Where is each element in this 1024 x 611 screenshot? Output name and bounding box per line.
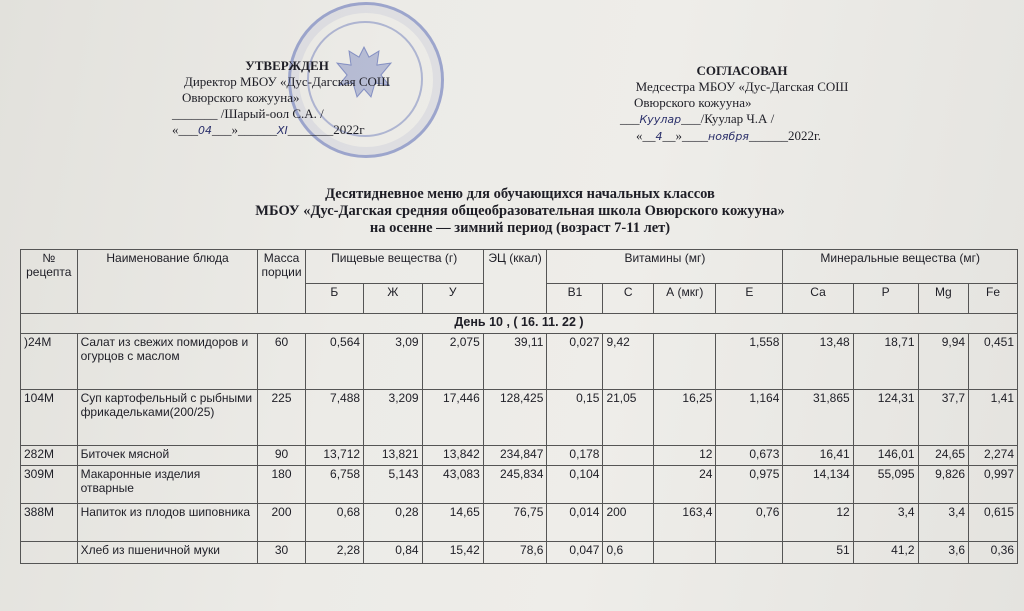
cell-p: 55,095 xyxy=(853,466,918,504)
day-label: День 10 , ( 16. 11. 22 ) xyxy=(21,314,1018,334)
cell-ca: 13,48 xyxy=(783,334,853,390)
approved-line2: Овюрского кожууна» xyxy=(182,90,300,105)
cell-ca: 16,41 xyxy=(783,446,853,466)
cell-energy: 78,6 xyxy=(483,542,547,564)
heading-line2: МБОУ «Дус-Дагская средняя общеобразовательная школа Овюрского кожууна» xyxy=(255,203,785,219)
header-e: Е xyxy=(716,284,783,314)
cell-u: 43,083 xyxy=(422,466,483,504)
cell-mg: 37,7 xyxy=(918,390,969,446)
cell-p: 41,2 xyxy=(853,542,918,564)
cell-a xyxy=(654,542,716,564)
agreed-date-day: 4 xyxy=(655,130,663,143)
cell-a: 16,25 xyxy=(654,390,716,446)
table-row xyxy=(21,334,1018,390)
agreed-signature: ___Куулар___/Куулар Ч.А / xyxy=(620,111,775,126)
approved-title: УТВЕРЖДЕН xyxy=(245,58,329,73)
date-quote-close: » xyxy=(675,128,682,143)
cell-dish: Биточек мясной xyxy=(77,446,258,466)
cell-recipe xyxy=(21,542,78,564)
header-p: Р xyxy=(853,284,918,314)
cell-p: 146,01 xyxy=(853,446,918,466)
cell-dish: Напиток из плодов шиповника xyxy=(77,504,258,542)
cell-e: 1,558 xyxy=(716,334,783,390)
header-mass: Масса порции xyxy=(258,250,305,314)
date-quote-close: » xyxy=(231,122,238,137)
cell-energy: 234,847 xyxy=(483,446,547,466)
cell-b1: 0,047 xyxy=(547,542,603,564)
cell-mass: 60 xyxy=(258,334,305,390)
cell-p: 18,71 xyxy=(853,334,918,390)
cell-c: 200 xyxy=(603,504,654,542)
cell-zh: 0,84 xyxy=(364,542,422,564)
cell-energy: 245,834 xyxy=(483,466,547,504)
approved-date-year: 2022г xyxy=(333,122,365,137)
header-energy: ЭЦ (ккал) xyxy=(483,250,547,314)
cell-mass: 200 xyxy=(258,504,305,542)
cell-recipe: 104М xyxy=(21,390,78,446)
cell-energy: 76,75 xyxy=(483,504,547,542)
cell-zh: 13,821 xyxy=(364,446,422,466)
cell-a: 24 xyxy=(654,466,716,504)
cell-b: 13,712 xyxy=(305,446,363,466)
cell-mg: 9,826 xyxy=(918,466,969,504)
cell-p: 124,31 xyxy=(853,390,918,446)
agreed-line1: Медсестра МБОУ «Дус-Дагская СОШ xyxy=(635,79,849,94)
cell-recipe: 309М xyxy=(21,466,78,504)
table-row xyxy=(21,504,1018,542)
cell-b1: 0,014 xyxy=(547,504,603,542)
approved-block xyxy=(172,58,402,139)
header-minerals: Минеральные вещества (мг) xyxy=(783,250,1018,284)
cell-e: 0,975 xyxy=(716,466,783,504)
cell-u: 15,42 xyxy=(422,542,483,564)
cell-ca: 31,865 xyxy=(783,390,853,446)
cell-dish: Салат из свежих помидоров и огурцов с маслом xyxy=(77,334,258,390)
cell-a xyxy=(654,334,716,390)
header-zh: Ж xyxy=(364,284,422,314)
header-dish: Наименование блюда xyxy=(77,250,258,314)
agreed-date: «__4__»____ноября______2022г. xyxy=(636,128,822,143)
cell-dish: Макаронные изделия отварные xyxy=(77,466,258,504)
cell-b: 7,488 xyxy=(305,390,363,446)
agreed-block xyxy=(612,63,872,145)
cell-c: 0,6 xyxy=(603,542,654,564)
cell-zh: 3,09 xyxy=(364,334,422,390)
cell-b: 0,68 xyxy=(305,504,363,542)
cell-b1: 0,104 xyxy=(547,466,603,504)
header-c: С xyxy=(603,284,654,314)
cell-mass: 30 xyxy=(258,542,305,564)
cell-zh: 0,28 xyxy=(364,504,422,542)
header-mg: Mg xyxy=(918,284,969,314)
cell-zh: 3,209 xyxy=(364,390,422,446)
heading-line3: на осенне — зимний период (возраст 7-11 лет) xyxy=(369,220,671,236)
cell-mass: 90 xyxy=(258,446,305,466)
agreed-date-month: ноября xyxy=(708,130,749,143)
agreed-handwritten-sign: Куулар xyxy=(639,113,682,126)
header-b: Б xyxy=(305,284,363,314)
cell-ca: 12 xyxy=(783,504,853,542)
approved-date-day: 04 xyxy=(198,124,212,137)
cell-dish: Суп картофельный с рыбными фрикадельками(200/25) xyxy=(77,390,258,446)
cell-mg: 3,4 xyxy=(918,504,969,542)
approved-signature xyxy=(172,106,402,122)
cell-e: 0,76 xyxy=(716,504,783,542)
table-row xyxy=(21,542,1018,564)
cell-dish: Хлеб из пшеничной муки xyxy=(77,542,258,564)
agreed-title: СОГЛАСОВАН xyxy=(696,63,788,78)
date-quote-open: « xyxy=(172,122,179,137)
cell-mass: 225 xyxy=(258,390,305,446)
cell-zh: 5,143 xyxy=(364,466,422,504)
cell-ca: 51 xyxy=(783,542,853,564)
approved-date-month: XI xyxy=(277,124,288,137)
cell-mg: 9,94 xyxy=(918,334,969,390)
header-recipe: № рецепта xyxy=(21,250,78,314)
cell-u: 17,446 xyxy=(422,390,483,446)
cell-fe: 0,36 xyxy=(969,542,1018,564)
cell-fe: 0,615 xyxy=(969,504,1018,542)
table-row xyxy=(21,390,1018,446)
approved-sign-name: _______ /Шарый-оол С.А. / xyxy=(172,106,324,121)
cell-recipe: 282М xyxy=(21,446,78,466)
cell-b: 2,28 xyxy=(305,542,363,564)
cell-fe: 0,451 xyxy=(969,334,1018,390)
agreed-sign-name: /Куулар Ч.А / xyxy=(700,111,775,126)
heading-line1: Десятидневное меню для обучающихся начальных классов xyxy=(325,186,715,202)
header-u: У xyxy=(422,284,483,314)
cell-fe: 2,274 xyxy=(969,446,1018,466)
header-b1: В1 xyxy=(547,284,603,314)
header-fe: Fe xyxy=(969,284,1018,314)
menu-table xyxy=(20,249,1018,564)
header-vitamins: Витамины (мг) xyxy=(547,250,783,284)
cell-mg: 24,65 xyxy=(918,446,969,466)
cell-b1: 0,15 xyxy=(547,390,603,446)
header-a: А (мкг) xyxy=(654,284,716,314)
cell-b1: 0,178 xyxy=(547,446,603,466)
cell-ca: 14,134 xyxy=(783,466,853,504)
table-row xyxy=(21,466,1018,504)
document-heading xyxy=(200,186,840,237)
cell-recipe: )24М xyxy=(21,334,78,390)
cell-e: 1,164 xyxy=(716,390,783,446)
cell-c xyxy=(603,446,654,466)
cell-p: 3,4 xyxy=(853,504,918,542)
approved-date: «___04___»______XI_______2022г xyxy=(172,122,365,137)
cell-energy: 128,425 xyxy=(483,390,547,446)
date-quote-open: « xyxy=(636,128,643,143)
cell-u: 14,65 xyxy=(422,504,483,542)
cell-c xyxy=(603,466,654,504)
agreed-line2: Овюрского кожууна» xyxy=(634,95,752,110)
cell-fe: 1,41 xyxy=(969,390,1018,446)
agreed-date-year: 2022г. xyxy=(787,128,822,143)
header-nutrients: Пищевые вещества (г) xyxy=(305,250,483,284)
cell-c: 21,05 xyxy=(603,390,654,446)
cell-c: 9,42 xyxy=(603,334,654,390)
cell-b: 0,564 xyxy=(305,334,363,390)
cell-fe: 0,997 xyxy=(969,466,1018,504)
cell-b1: 0,027 xyxy=(547,334,603,390)
cell-e: 0,673 xyxy=(716,446,783,466)
table-row xyxy=(21,446,1018,466)
cell-b: 6,758 xyxy=(305,466,363,504)
cell-mg: 3,6 xyxy=(918,542,969,564)
cell-a: 12 xyxy=(654,446,716,466)
cell-e xyxy=(716,542,783,564)
cell-mass: 180 xyxy=(258,466,305,504)
cell-a: 163,4 xyxy=(654,504,716,542)
header-ca: Са xyxy=(783,284,853,314)
cell-energy: 39,11 xyxy=(483,334,547,390)
approved-line1: Директор МБОУ «Дус-Дагская СОШ xyxy=(183,74,391,89)
cell-u: 13,842 xyxy=(422,446,483,466)
cell-u: 2,075 xyxy=(422,334,483,390)
cell-recipe: 388М xyxy=(21,504,78,542)
